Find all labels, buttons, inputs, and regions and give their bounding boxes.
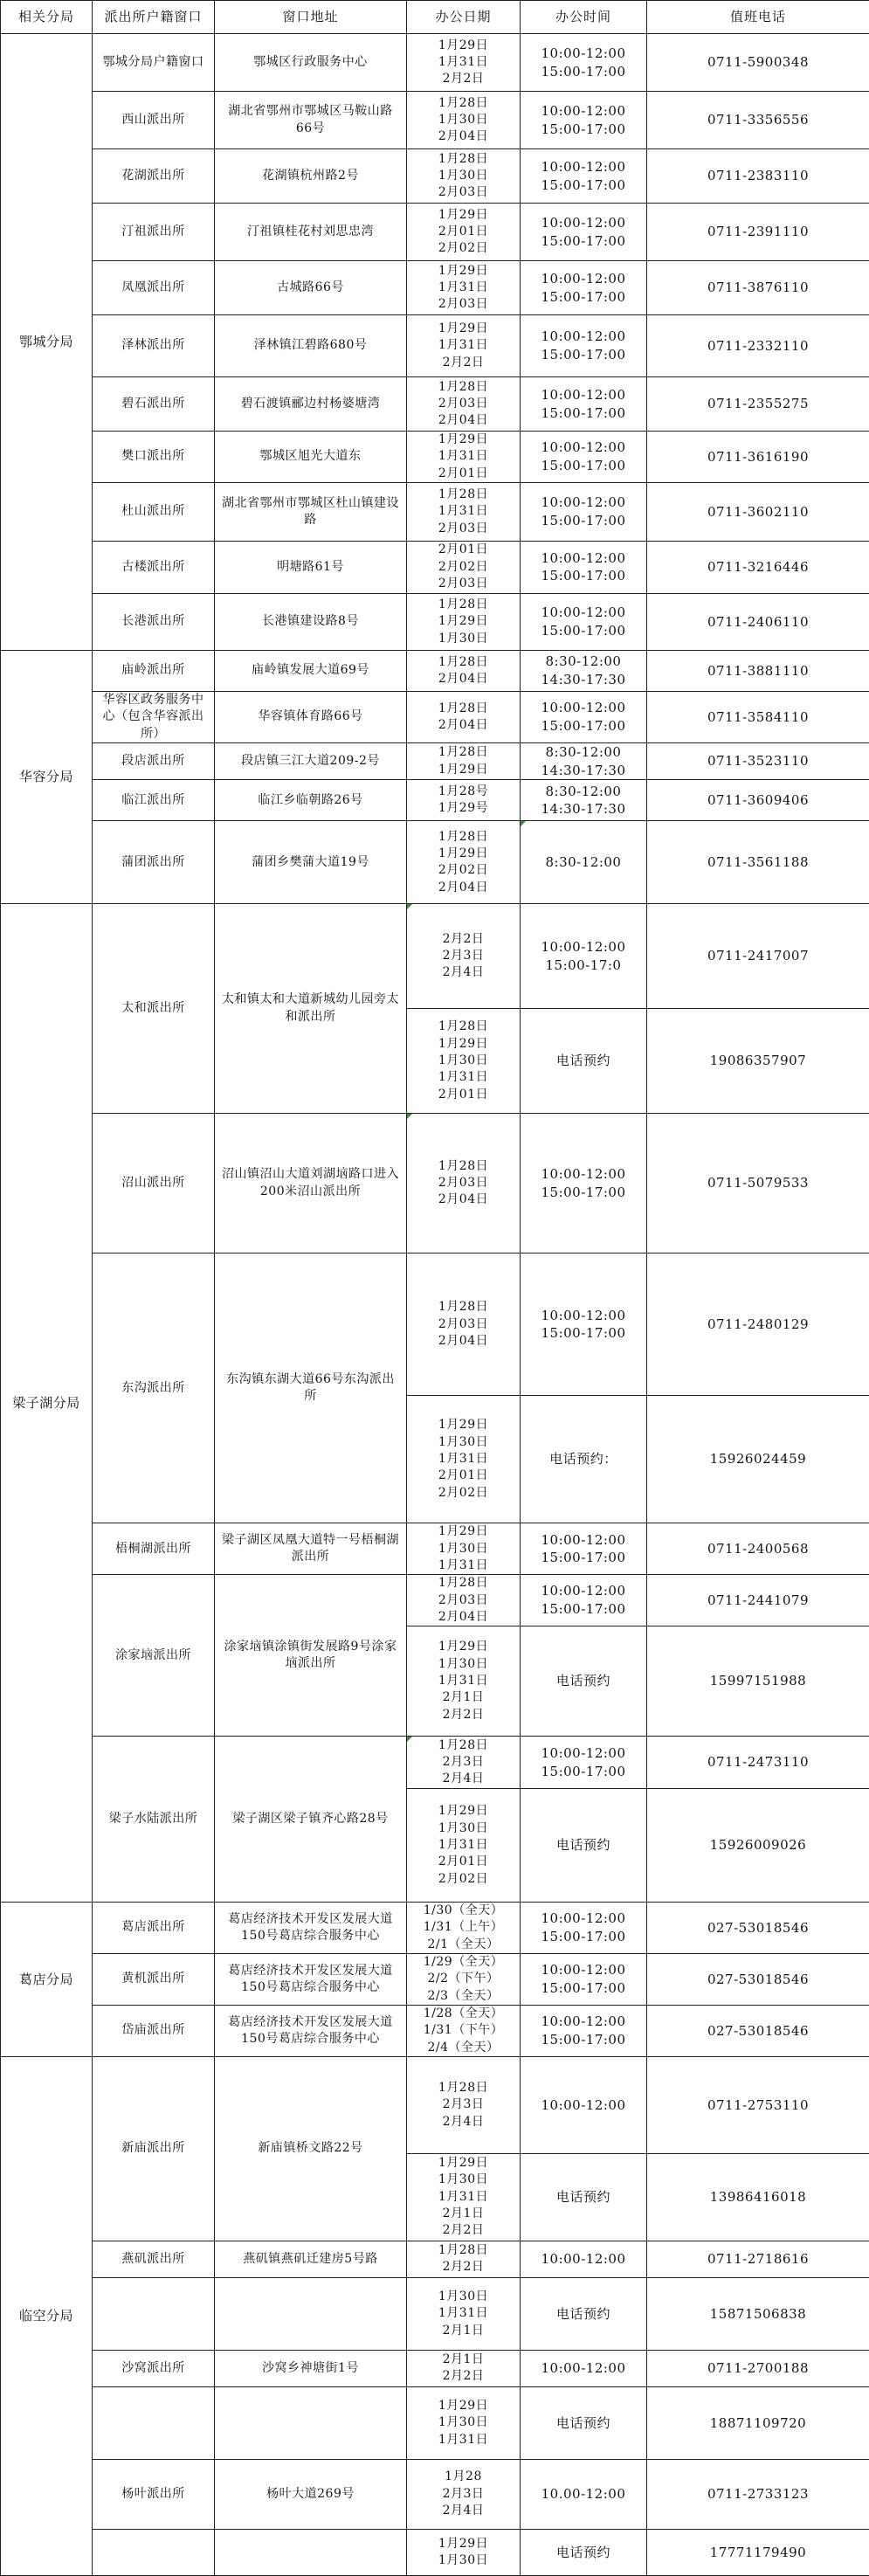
station-cell: 梧桐湖派出所 xyxy=(93,1523,215,1575)
station-cell: 东沟派出所 xyxy=(93,1253,215,1523)
station-cell: 泽林派出所 xyxy=(93,315,215,377)
address-cell: 葛店经济技术开发区发展大道150号葛店综合服务中心 xyxy=(215,1903,407,1954)
col-header-phone: 值班电话 xyxy=(647,1,869,34)
col-header-dates: 办公日期 xyxy=(407,1,521,34)
date-cell: 1月28日 2月2日 xyxy=(407,2241,521,2277)
phone-cell: 027-53018546 xyxy=(647,1954,869,2006)
phone-cell: 0711-3876110 xyxy=(647,261,869,315)
date-cell: 1月28日 1月29日 1月30日 1月31日 2月01日 xyxy=(407,1009,521,1114)
address-cell: 葛店经济技术开发区发展大道150号葛店综合服务中心 xyxy=(215,1954,407,2006)
table-row xyxy=(1,780,869,821)
station-cell xyxy=(93,2386,215,2459)
station-cell: 梁子水陆派出所 xyxy=(93,1737,215,1903)
phone-cell: 0711-2733123 xyxy=(647,2459,869,2529)
address-cell: 湖北省鄂州市鄂城区马鞍山路66号 xyxy=(215,92,407,149)
date-cell: 1/30（全天） 1/31（上午） 2/1（全天） xyxy=(407,1903,521,1954)
table-row xyxy=(1,1737,869,1789)
station-cell: 沼山派出所 xyxy=(93,1114,215,1253)
date-cell: 1月29日 1月30日 xyxy=(407,2529,521,2575)
table-row xyxy=(1,149,869,204)
table-row xyxy=(1,2056,869,2153)
station-cell: 杨叶派出所 xyxy=(93,2459,215,2529)
phone-cell: 15926009026 xyxy=(647,1789,869,1903)
station-cell: 古楼派出所 xyxy=(93,541,215,593)
date-cell: 1月28日 2月04日 xyxy=(407,650,521,691)
phone-cell: 19086357907 xyxy=(647,1009,869,1114)
branch-cell: 梁子湖分局 xyxy=(1,904,93,1903)
station-cell: 岱庙派出所 xyxy=(93,2006,215,2057)
phone-cell: 0711-3523110 xyxy=(647,742,869,779)
phone-cell: 0711-3584110 xyxy=(647,691,869,742)
table-row xyxy=(1,1114,869,1253)
address-cell: 燕矶镇燕矶迁建房5号路 xyxy=(215,2241,407,2277)
date-cell: 1月28日 2月04日 xyxy=(407,691,521,742)
phone-cell: 17771179490 xyxy=(647,2529,869,2575)
hours-cell: 10:00-12:00 15:00-17:00 xyxy=(521,482,647,541)
phone-cell: 0711-2406110 xyxy=(647,593,869,650)
station-cell: 沙窝派出所 xyxy=(93,2350,215,2386)
date-cell: 1月29日 1月31日 2月2日 xyxy=(407,315,521,377)
address-cell: 蒲团乡樊蒲大道19号 xyxy=(215,821,407,904)
hours-cell: 电话预约 xyxy=(521,2529,647,2575)
date-cell: 1月28日 1月29日 2月02日 2月04日 xyxy=(407,821,521,904)
phone-cell: 0711-2753110 xyxy=(647,2056,869,2153)
hours-cell: 电话预约 xyxy=(521,1789,647,1903)
hours-cell: 10:00-12:00 15:00-17:00 xyxy=(521,315,647,377)
address-cell: 鄂城区旭光大道东 xyxy=(215,432,407,483)
date-cell: 1月28日 1月31日 2月03日 xyxy=(407,482,521,541)
address-cell: 沼山镇沼山大道刘湖垴路口进入200米沼山派出所 xyxy=(215,1114,407,1253)
address-cell: 明塘路61号 xyxy=(215,541,407,593)
date-cell: 1月29日 1月30日 1月31日 2月1日 2月2日 xyxy=(407,1626,521,1737)
table-row xyxy=(1,2529,869,2575)
date-cell: 1月30日 1月31日 2月1日 xyxy=(407,2277,521,2350)
station-cell: 碧石派出所 xyxy=(93,377,215,432)
date-cell: 2月01日 2月02日 2月03日 xyxy=(407,541,521,593)
hours-cell: 电话预约 xyxy=(521,2277,647,2350)
date-cell: 1月28日 1月29日 1月30日 xyxy=(407,593,521,650)
date-cell: 1月28 2月3日 2月4日 xyxy=(407,2459,521,2529)
table-row xyxy=(1,261,869,315)
date-cell: 1/29（全天） 2/2（下午） 2/3（全天） xyxy=(407,1954,521,2006)
table-row xyxy=(1,482,869,541)
table-row xyxy=(1,1903,869,1954)
hours-cell: 10:00-12:00 15:00-17:00 xyxy=(521,541,647,593)
date-cell: 1月29日 1月30日 1月31日 2月01日 2月02日 xyxy=(407,1789,521,1903)
hours-cell: 10:00-12:00 15:00-17:00 xyxy=(521,1523,647,1575)
date-cell: 1月29日 1月31日 2月01日 xyxy=(407,432,521,483)
address-cell: 庙岭镇发展大道69号 xyxy=(215,650,407,691)
phone-cell: 18871109720 xyxy=(647,2386,869,2459)
table-row xyxy=(1,593,869,650)
table-body xyxy=(1,34,869,2576)
date-cell: 2月1日 2月2日 xyxy=(407,2350,521,2386)
date-cell: 1月29日 1月31日 2月2日 xyxy=(407,34,521,92)
station-cell: 樊口派出所 xyxy=(93,432,215,483)
hours-cell: 10:00-12:00 15:00-17:00 xyxy=(521,149,647,204)
header-row xyxy=(1,1,869,34)
address-cell: 临江乡临朝路26号 xyxy=(215,780,407,821)
date-cell: 1月28日 1月30日 2月03日 xyxy=(407,149,521,204)
date-cell: 1月28日 2月3日 2月4日 xyxy=(407,1737,521,1789)
address-cell: 鄂城区行政服务中心 xyxy=(215,34,407,92)
phone-cell: 0711-2400568 xyxy=(647,1523,869,1575)
table-row xyxy=(1,691,869,742)
branch-cell: 鄂城分局 xyxy=(1,34,93,651)
address-cell: 段店镇三江大道209-2号 xyxy=(215,742,407,779)
hours-cell: 8:30-12:00 xyxy=(521,821,647,904)
phone-cell: 0711-3616190 xyxy=(647,432,869,483)
date-cell: 1月28日 1月29日 xyxy=(407,742,521,779)
phone-cell: 13986416018 xyxy=(647,2153,869,2241)
phone-cell: 0711-3356556 xyxy=(647,92,869,149)
station-cell: 段店派出所 xyxy=(93,742,215,779)
station-cell: 凤凰派出所 xyxy=(93,261,215,315)
table-row xyxy=(1,541,869,593)
table-row xyxy=(1,2459,869,2529)
address-cell: 葛店经济技术开发区发展大道150号葛店综合服务中心 xyxy=(215,2006,407,2057)
date-cell: 1月28日 2月03日 2月04日 xyxy=(407,1575,521,1626)
hours-cell: 10:00-12:00 15:00-17:00 xyxy=(521,92,647,149)
date-cell: 1月28号 1月29号 xyxy=(407,780,521,821)
date-cell: 1月28日 2月03日 2月04日 xyxy=(407,1114,521,1253)
branch-cell: 葛店分局 xyxy=(1,1903,93,2057)
phone-cell: 15997151988 xyxy=(647,1626,869,1737)
table-row xyxy=(1,92,869,149)
station-cell: 临江派出所 xyxy=(93,780,215,821)
phone-cell: 0711-3216446 xyxy=(647,541,869,593)
date-cell: 1月28日 2月3日 2月4日 xyxy=(407,2056,521,2153)
hours-cell: 10:00-12:00 15:00-17:00 xyxy=(521,432,647,483)
address-cell: 太和镇太和大道新城幼儿园旁太和派出所 xyxy=(215,904,407,1114)
col-header-station: 派出所户籍窗口 xyxy=(93,1,215,34)
address-cell: 花湖镇杭州路2号 xyxy=(215,149,407,204)
table-row xyxy=(1,2006,869,2057)
phone-cell: 15926024459 xyxy=(647,1396,869,1523)
hours-cell: 10:00-12:00 15:00-17:0 xyxy=(521,904,647,1009)
phone-cell: 0711-2383110 xyxy=(647,149,869,204)
address-cell: 东沟镇东湖大道66号东沟派出所 xyxy=(215,1253,407,1523)
station-cell: 蒲团派出所 xyxy=(93,821,215,904)
station-cell xyxy=(93,2277,215,2350)
phone-cell: 0711-2417007 xyxy=(647,904,869,1009)
table-row xyxy=(1,2386,869,2459)
station-cell: 华容区政务服务中心（包含华容派出所） xyxy=(93,691,215,742)
date-cell: 1月29日 1月30日 1月31日 xyxy=(407,1523,521,1575)
date-cell: 1月28日 1月30日 2月04日 xyxy=(407,92,521,149)
hours-cell: 10:00-12:00 15:00-17:00 xyxy=(521,1575,647,1626)
date-cell: 1月29日 1月30日 1月31日 2月01日 2月02日 xyxy=(407,1396,521,1523)
phone-cell: 15871506838 xyxy=(647,2277,869,2350)
station-cell: 花湖派出所 xyxy=(93,149,215,204)
table-row xyxy=(1,1253,869,1396)
hours-cell: 10:00-12:00 15:00-17:00 xyxy=(521,1114,647,1253)
hours-cell: 电话预约： xyxy=(521,1396,647,1523)
hours-cell: 10:00-12:00 15:00-17:00 xyxy=(521,691,647,742)
address-cell xyxy=(215,2277,407,2350)
table-row xyxy=(1,742,869,779)
hours-cell: 电话预约 xyxy=(521,2386,647,2459)
date-cell: 1月29日 1月30日 1月31日 xyxy=(407,2386,521,2459)
station-cell xyxy=(93,2529,215,2575)
table-row xyxy=(1,34,869,92)
station-cell: 鄂城分局户籍窗口 xyxy=(93,34,215,92)
hours-cell: 10:00-12:00 15:00-17:00 xyxy=(521,1954,647,2006)
date-cell: 2月2日 2月3日 2月4日 xyxy=(407,904,521,1009)
address-cell: 涂家垴镇涂镇街发展路9号涂家垴派出所 xyxy=(215,1575,407,1737)
date-cell: 1/28（全天） 1/31（下午） 2/4（全天） xyxy=(407,2006,521,2057)
phone-cell: 0711-5079533 xyxy=(647,1114,869,1253)
phone-cell: 0711-2332110 xyxy=(647,315,869,377)
hours-cell: 电话预约 xyxy=(521,1009,647,1114)
address-cell: 沙窝乡神塘街1号 xyxy=(215,2350,407,2386)
address-cell: 泽林镇江碧路680号 xyxy=(215,315,407,377)
station-cell: 新庙派出所 xyxy=(93,2056,215,2241)
date-cell: 1月29日 1月30日 1月31日 2月1日 2月2日 xyxy=(407,2153,521,2241)
hours-cell: 10:00-12:00 15:00-17:00 xyxy=(521,377,647,432)
phone-cell: 0711-3881110 xyxy=(647,650,869,691)
phone-cell: 0711-3602110 xyxy=(647,482,869,541)
hours-cell: 10:00-12:00 xyxy=(521,2056,647,2153)
phone-cell: 0711-3609406 xyxy=(647,780,869,821)
station-cell: 燕矶派出所 xyxy=(93,2241,215,2277)
table-row xyxy=(1,1954,869,2006)
hours-cell: 10:00-12:00 15:00-17:00 xyxy=(521,1737,647,1789)
col-header-address: 窗口地址 xyxy=(215,1,407,34)
hours-cell: 10:00-12:00 15:00-17:00 xyxy=(521,1903,647,1954)
address-cell: 汀祖镇桂花村刘思忠湾 xyxy=(215,204,407,261)
address-cell: 湖北省鄂州市鄂城区杜山镇建设路 xyxy=(215,482,407,541)
station-cell: 长港派出所 xyxy=(93,593,215,650)
table-row xyxy=(1,1575,869,1626)
hours-cell: 8:30-12:00 14:30-17:30 xyxy=(521,742,647,779)
hours-cell: 8:30-12:00 14:30-17:30 xyxy=(521,650,647,691)
date-cell: 1月29日 1月31日 2月03日 xyxy=(407,261,521,315)
table-row xyxy=(1,650,869,691)
phone-cell: 027-53018546 xyxy=(647,1903,869,1954)
station-cell: 西山派出所 xyxy=(93,92,215,149)
address-cell: 碧石渡镇郦边村杨婆塘湾 xyxy=(215,377,407,432)
table-row xyxy=(1,1523,869,1575)
phone-cell: 0711-2473110 xyxy=(647,1737,869,1789)
phone-cell: 0711-5900348 xyxy=(647,34,869,92)
station-cell: 杜山派出所 xyxy=(93,482,215,541)
hours-cell: 10:00-12:00 15:00-17:00 xyxy=(521,204,647,261)
address-cell: 华容镇体育路66号 xyxy=(215,691,407,742)
hours-cell: 8:30-12:00 14:30-17:30 xyxy=(521,780,647,821)
phone-cell: 0711-2718616 xyxy=(647,2241,869,2277)
station-cell: 涂家垴派出所 xyxy=(93,1575,215,1737)
branch-cell: 华容分局 xyxy=(1,650,93,903)
hours-cell: 电话预约 xyxy=(521,1626,647,1737)
hours-cell: 10:00-12:00 15:00-17:00 xyxy=(521,1253,647,1396)
address-cell xyxy=(215,2386,407,2459)
address-cell xyxy=(215,2529,407,2575)
address-cell: 古城路66号 xyxy=(215,261,407,315)
station-cell: 黄机派出所 xyxy=(93,1954,215,2006)
branch-cell: 临空分局 xyxy=(1,2056,93,2575)
date-cell: 1月29日 2月01日 2月02日 xyxy=(407,204,521,261)
station-cell: 太和派出所 xyxy=(93,904,215,1114)
station-cell: 汀祖派出所 xyxy=(93,204,215,261)
address-cell: 杨叶大道269号 xyxy=(215,2459,407,2529)
phone-cell: 0711-2355275 xyxy=(647,377,869,432)
table-row xyxy=(1,904,869,1009)
station-cell: 葛店派出所 xyxy=(93,1903,215,1954)
col-header-hours: 办公时间 xyxy=(521,1,647,34)
phone-cell: 0711-2480129 xyxy=(647,1253,869,1396)
phone-cell: 027-53018546 xyxy=(647,2006,869,2057)
date-cell: 1月28日 2月03日 2月04日 xyxy=(407,377,521,432)
address-cell: 长港镇建设路8号 xyxy=(215,593,407,650)
phone-cell: 0711-2441079 xyxy=(647,1575,869,1626)
phone-cell: 0711-2391110 xyxy=(647,204,869,261)
hours-cell: 10:00-12:00 15:00-17:00 xyxy=(521,34,647,92)
table-row xyxy=(1,377,869,432)
table-row xyxy=(1,2241,869,2277)
address-cell: 梁子湖区梁子镇齐心路28号 xyxy=(215,1737,407,1903)
station-cell: 庙岭派出所 xyxy=(93,650,215,691)
table-row xyxy=(1,2277,869,2350)
address-cell: 新庙镇桥文路22号 xyxy=(215,2056,407,2241)
address-cell: 梁子湖区凤凰大道特一号梧桐湖派出所 xyxy=(215,1523,407,1575)
hours-cell: 10:00-12:00 15:00-17:00 xyxy=(521,593,647,650)
col-header-branch: 相关分局 xyxy=(1,1,93,34)
date-cell: 1月28日 2月03日 2月04日 xyxy=(407,1253,521,1396)
hours-cell: 10.00-12:00 xyxy=(521,2459,647,2529)
table-row xyxy=(1,315,869,377)
hours-cell: 10:00-12:00 xyxy=(521,2350,647,2386)
hours-cell: 10:00-12:00 15:00-17:00 xyxy=(521,2006,647,2057)
table-row xyxy=(1,821,869,904)
table-row xyxy=(1,204,869,261)
hours-cell: 10:00-12:00 xyxy=(521,2241,647,2277)
hours-cell: 电话预约 xyxy=(521,2153,647,2241)
table-row xyxy=(1,432,869,483)
table-row xyxy=(1,2350,869,2386)
phone-cell: 0711-2700188 xyxy=(647,2350,869,2386)
phone-cell: 0711-3561188 xyxy=(647,821,869,904)
hours-cell: 10:00-12:00 15:00-17:00 xyxy=(521,261,647,315)
